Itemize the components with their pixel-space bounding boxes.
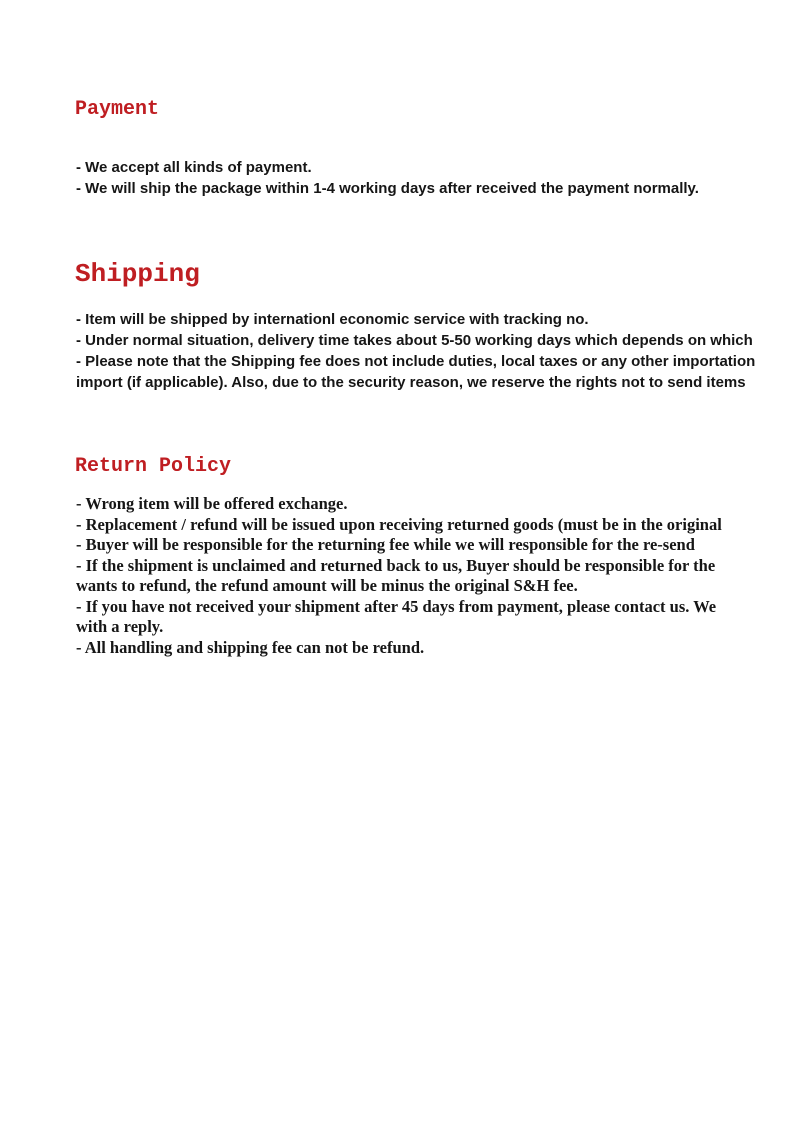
text-line: wants to refund, the refund amount will be minus the original S&H fee. <box>76 576 578 595</box>
return-policy-section-body <box>76 494 722 657</box>
return-policy-section-heading: Return Policy <box>75 455 232 478</box>
text-line: - If you have not received your shipment after 45 days from payment, please contact us. We <box>76 596 717 616</box>
text-line: - Item will be shipped by internationl economic service with tracking no. <box>76 311 589 328</box>
text-line: - Under normal situation, delivery time takes about 5-50 working days which depends on which <box>76 332 753 349</box>
text-line: - All handling and shipping fee can not be refund. <box>76 637 425 657</box>
text-line: - Replacement / refund will be issued upon receiving returned goods (must be in the original <box>76 514 722 534</box>
text-line: - Wrong item will be offered exchange. <box>76 494 348 513</box>
text-line: - Please note that the Shipping fee does not include duties, local taxes or any other importation <box>76 353 756 370</box>
shipping-section-heading: Shipping <box>75 259 200 289</box>
payment-section-heading: Payment <box>75 98 160 121</box>
shipping-section-body <box>76 309 755 393</box>
text-line: with a reply. <box>76 617 164 636</box>
payment-section-body <box>76 157 699 199</box>
text-line: - We will ship the package within 1-4 working days after received the payment normally. <box>76 180 699 197</box>
text-line: - If the shipment is unclaimed and returned back to us, Buyer should be responsible for the <box>76 555 716 575</box>
text-line: - We accept all kinds of payment. <box>76 159 312 176</box>
text-line: import (if applicable). Also, due to the security reason, we reserve the rights not to send items <box>76 374 746 391</box>
text-line: - Buyer will be responsible for the returning fee while we will responsible for the re-send <box>76 535 695 554</box>
